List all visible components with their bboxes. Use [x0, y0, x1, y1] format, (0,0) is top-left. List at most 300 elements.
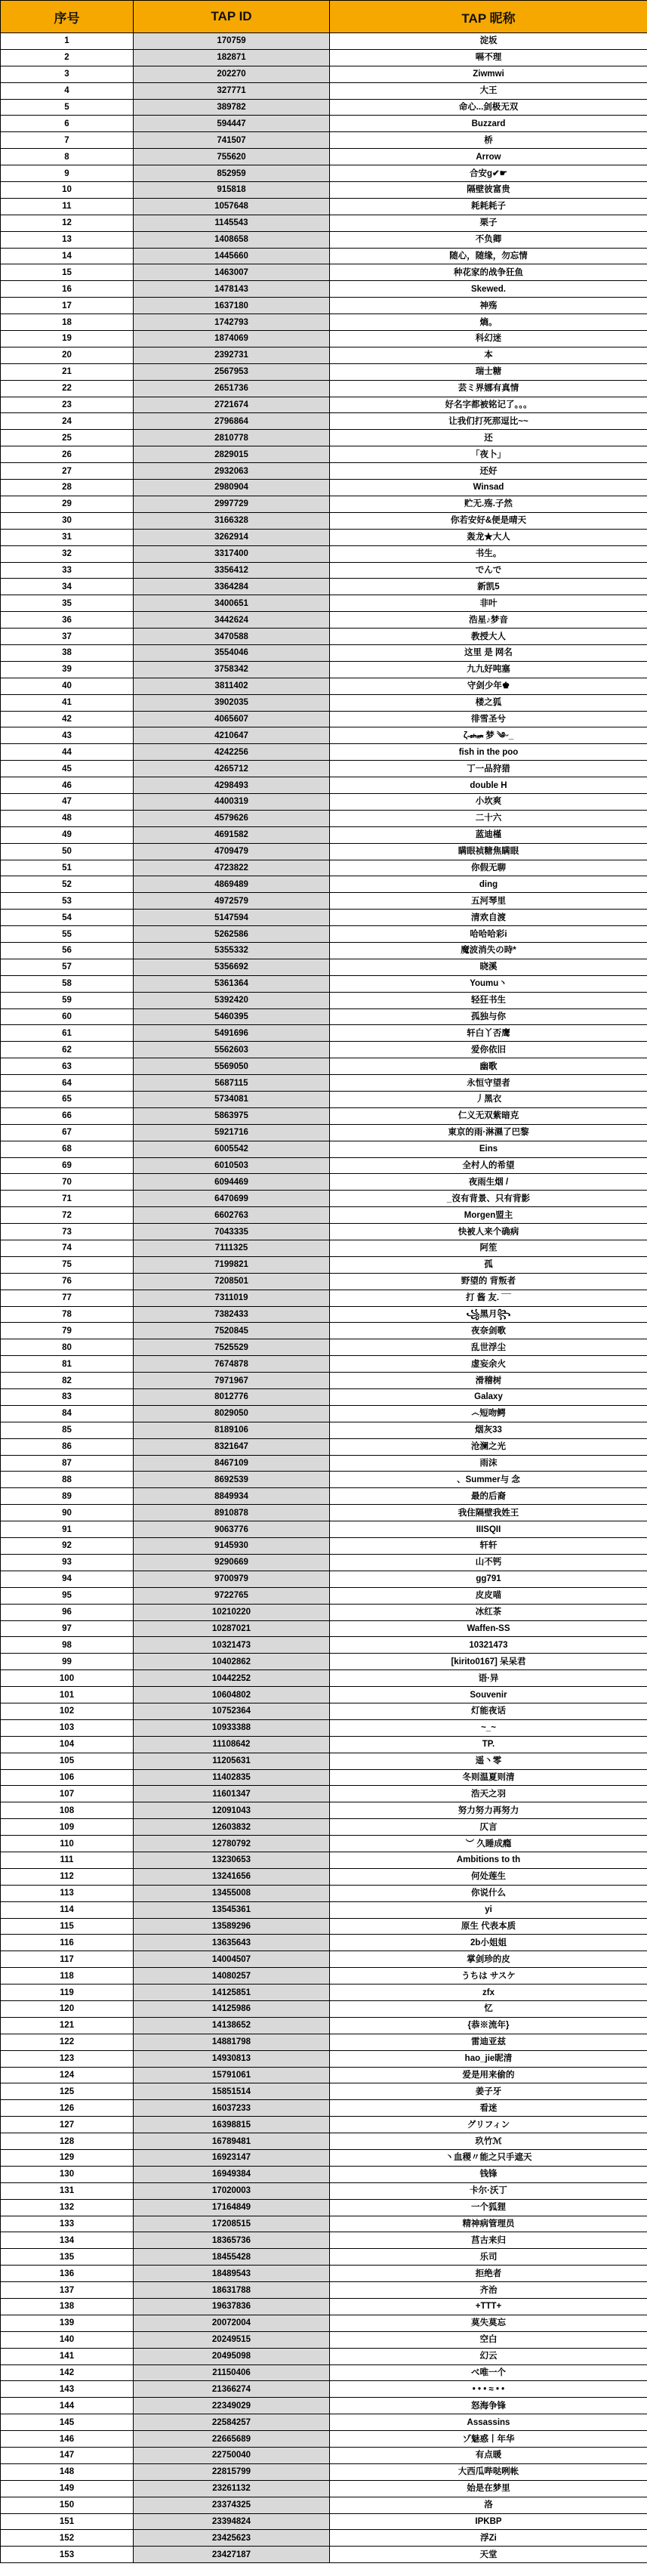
nickname-cell: 烟灰33: [330, 1422, 647, 1438]
table-row: [1, 1157, 647, 1174]
seq-cell: 131: [1, 2182, 134, 2199]
tap-id-cell: 5863975: [134, 1107, 330, 1124]
seq-cell: 37: [1, 629, 134, 645]
table-row: [1, 1901, 647, 1918]
seq-cell: 30: [1, 512, 134, 529]
tap-id-cell: 9722765: [134, 1587, 330, 1604]
tap-id-cell: 182871: [134, 49, 330, 66]
table-row: [1, 2448, 647, 2464]
tap-id-cell: 9145930: [134, 1538, 330, 1555]
nickname-cell: 仄言: [330, 1819, 647, 1836]
seq-cell: 52: [1, 876, 134, 893]
tap-id-cell: 327771: [134, 82, 330, 99]
seq-cell: 85: [1, 1422, 134, 1438]
tap-id-cell: 3554046: [134, 644, 330, 661]
seq-cell: 146: [1, 2431, 134, 2448]
tap-id-cell: 23425623: [134, 2530, 330, 2547]
nickname-cell: fish in the poo: [330, 744, 647, 761]
table-row: [1, 2463, 647, 2480]
seq-cell: 122: [1, 2034, 134, 2050]
tap-id-cell: 16037233: [134, 2100, 330, 2117]
nickname-cell: 幽歌: [330, 1058, 647, 1075]
tap-id-cell: 8189106: [134, 1422, 330, 1438]
nickname-cell: 卡尔·沃丁: [330, 2182, 647, 2199]
table-row: [1, 2034, 647, 2050]
seq-cell: 149: [1, 2480, 134, 2497]
table-row: [1, 1620, 647, 1637]
tap-id-cell: 17020003: [134, 2182, 330, 2199]
tap-id-cell: 5147594: [134, 910, 330, 926]
table-row: [1, 1521, 647, 1538]
table-row: [1, 744, 647, 761]
seq-cell: 25: [1, 430, 134, 446]
nickname-cell: 皮皮喵: [330, 1587, 647, 1604]
tap-id-cell: 5491696: [134, 1025, 330, 1042]
table-row: [1, 2398, 647, 2414]
nickname-cell: 贮无.殇.子然: [330, 496, 647, 512]
table-row: [1, 1753, 647, 1769]
seq-cell: 126: [1, 2100, 134, 2117]
seq-cell: 119: [1, 1985, 134, 2001]
seq-cell: 44: [1, 744, 134, 761]
tap-id-cell: 22665689: [134, 2431, 330, 2448]
seq-cell: 5: [1, 99, 134, 116]
seq-cell: 145: [1, 2414, 134, 2431]
nickname-cell: _沒有背景、只有背影: [330, 1191, 647, 1207]
seq-cell: 108: [1, 1802, 134, 1819]
seq-cell: 132: [1, 2199, 134, 2216]
nickname-cell: 丶血稷〃能之只手遮天: [330, 2150, 647, 2167]
nickname-cell: 乱世浮尘: [330, 1339, 647, 1356]
nickname-cell: 耗耗耗子: [330, 198, 647, 215]
table-row: [1, 1703, 647, 1719]
table-row: [1, 1554, 647, 1571]
tap-id-cell: 3317400: [134, 545, 330, 562]
tap-id-cell: 2980904: [134, 480, 330, 496]
tap-id-cell: 22815799: [134, 2463, 330, 2480]
table-row: [1, 1505, 647, 1521]
nickname-cell: 雨沫: [330, 1455, 647, 1472]
tap-id-cell: 23374325: [134, 2497, 330, 2513]
nickname-cell: 新凯5: [330, 579, 647, 595]
seq-cell: 20: [1, 347, 134, 363]
seq-cell: 45: [1, 761, 134, 777]
seq-cell: 153: [1, 2547, 134, 2563]
table-row: [1, 1587, 647, 1604]
seq-cell: 109: [1, 1819, 134, 1836]
nickname-cell: 始是在梦里: [330, 2480, 647, 2497]
nickname-cell: 淀坂: [330, 33, 647, 50]
tap-id-cell: 21150406: [134, 2364, 330, 2381]
nickname-cell: Buzzard: [330, 116, 647, 132]
seq-cell: 74: [1, 1240, 134, 1257]
tap-id-cell: 18631788: [134, 2282, 330, 2299]
tap-id-cell: 11205631: [134, 1753, 330, 1769]
table-row: [1, 959, 647, 975]
table-row: [1, 1008, 647, 1025]
table-row: [1, 629, 647, 645]
seq-cell: 50: [1, 843, 134, 860]
nickname-cell: べ唯一个: [330, 2364, 647, 2381]
nickname-cell: 、Summer与 念: [330, 1472, 647, 1488]
seq-cell: 63: [1, 1058, 134, 1075]
nickname-cell: 我住隔壁我姓王: [330, 1505, 647, 1521]
nickname-cell: 仁义无双紫暗克: [330, 1107, 647, 1124]
seq-cell: 62: [1, 1042, 134, 1058]
table-row: [1, 843, 647, 860]
table-row: [1, 116, 647, 132]
tap-id-cell: 5687115: [134, 1075, 330, 1092]
table-row: [1, 975, 647, 992]
tap-id-cell: 2392731: [134, 347, 330, 363]
table-row: [1, 826, 647, 843]
seq-cell: 31: [1, 529, 134, 545]
seq-cell: 104: [1, 1736, 134, 1753]
nickname-cell: 这里 是 网名: [330, 644, 647, 661]
seq-cell: 86: [1, 1438, 134, 1455]
table-row: [1, 1455, 647, 1472]
nickname-cell: 冬则温夏则清: [330, 1769, 647, 1786]
tap-id-cell: 1742793: [134, 314, 330, 331]
seq-cell: 4: [1, 82, 134, 99]
nickname-cell: 合安g✔☛: [330, 165, 647, 182]
table-row: [1, 1323, 647, 1339]
table-row: [1, 1256, 647, 1273]
seq-cell: 111: [1, 1852, 134, 1868]
seq-cell: 128: [1, 2133, 134, 2150]
nickname-cell: 精神病管理员: [330, 2216, 647, 2232]
nickname-cell: 蓝迪槿: [330, 826, 647, 843]
table-row: [1, 678, 647, 694]
seq-cell: 97: [1, 1620, 134, 1637]
tap-id-cell: 10752364: [134, 1703, 330, 1719]
tap-id-cell: 3758342: [134, 661, 330, 678]
tap-id-cell: 12780792: [134, 1836, 330, 1852]
nickname-cell: 一个狐狸: [330, 2199, 647, 2216]
tap-id-cell: 1874069: [134, 331, 330, 347]
seq-cell: 118: [1, 1968, 134, 1985]
tap-id-cell: 20072004: [134, 2315, 330, 2331]
tap-id-cell: 9700979: [134, 1571, 330, 1587]
tap-id-cell: 915818: [134, 182, 330, 199]
table-row: [1, 1670, 647, 1687]
nickname-cell: 嗝不理: [330, 49, 647, 66]
table-row: [1, 2083, 647, 2100]
nickname-cell: 莒古来归: [330, 2232, 647, 2249]
seq-cell: 29: [1, 496, 134, 512]
table-row: [1, 1819, 647, 1836]
tap-id-cell: 755620: [134, 149, 330, 165]
seq-cell: 2: [1, 49, 134, 66]
table-row: [1, 49, 647, 66]
nickname-cell: IIISQII: [330, 1521, 647, 1538]
seq-cell: 94: [1, 1571, 134, 1587]
tap-id-cell: 4298493: [134, 777, 330, 794]
table-row: [1, 1075, 647, 1092]
seq-cell: 76: [1, 1273, 134, 1290]
seq-cell: 137: [1, 2282, 134, 2299]
nickname-cell: ζ ̶ₛₕ̶ₐ̶ₙ̶ 梦 ༄ᵕ_: [330, 727, 647, 744]
nickname-cell: 大王: [330, 82, 647, 99]
table-row: [1, 215, 647, 231]
table-row: [1, 1174, 647, 1191]
seq-cell: 77: [1, 1290, 134, 1306]
tap-id-cell: 13589296: [134, 1918, 330, 1935]
nickname-cell: Galaxy: [330, 1389, 647, 1406]
table-row: [1, 2414, 647, 2431]
table-row: [1, 942, 647, 959]
seq-cell: 40: [1, 678, 134, 694]
nickname-cell: 随心，随缘，勿忘情: [330, 248, 647, 264]
seq-cell: 3: [1, 66, 134, 82]
seq-cell: 80: [1, 1339, 134, 1356]
table-row: [1, 1207, 647, 1224]
tap-id-cell: 17164849: [134, 2199, 330, 2216]
table-row: [1, 2364, 647, 2381]
seq-cell: 17: [1, 298, 134, 314]
tap-id-cell: 7382433: [134, 1306, 330, 1323]
seq-cell: 138: [1, 2299, 134, 2315]
table-row: [1, 1438, 647, 1455]
table-row: [1, 2497, 647, 2513]
tap-id-cell: 4210647: [134, 727, 330, 744]
seq-cell: 117: [1, 1951, 134, 1968]
tap-id-cell: 22584257: [134, 2414, 330, 2431]
seq-cell: 59: [1, 992, 134, 1008]
seq-cell: 72: [1, 1207, 134, 1224]
seq-cell: 71: [1, 1191, 134, 1207]
tap-id-cell: 5562603: [134, 1042, 330, 1058]
nickname-cell: 永恒守望者: [330, 1075, 647, 1092]
nickname-cell: 轻狂书生: [330, 992, 647, 1008]
seq-cell: 91: [1, 1521, 134, 1538]
nickname-cell: ︶ 久睡成瘾: [330, 1836, 647, 1852]
tap-id-cell: 8910878: [134, 1505, 330, 1521]
seq-cell: 11: [1, 198, 134, 215]
tap-id-cell: 14125986: [134, 2000, 330, 2017]
nickname-cell: 大西瓜哔哒咧帐: [330, 2463, 647, 2480]
seq-cell: 140: [1, 2331, 134, 2348]
tap-id-cell: 11601347: [134, 1786, 330, 1802]
seq-cell: 55: [1, 926, 134, 943]
tap-id-cell: 22750040: [134, 2448, 330, 2464]
seq-cell: 33: [1, 562, 134, 579]
table-row: [1, 893, 647, 910]
nickname-cell: 打 酱 友. ¯¯: [330, 1290, 647, 1306]
table-row: [1, 2249, 647, 2266]
nickname-cell: 还: [330, 430, 647, 446]
table-row: [1, 1868, 647, 1885]
table-row: [1, 2017, 647, 2034]
table-row: [1, 33, 647, 50]
table-row: [1, 1571, 647, 1587]
table-row: [1, 1918, 647, 1935]
tap-id-cell: 19637836: [134, 2299, 330, 2315]
tap-id-cell: 7043335: [134, 1224, 330, 1240]
tap-id-cell: 10210220: [134, 1604, 330, 1620]
tap-id-cell: 13241656: [134, 1868, 330, 1885]
seq-cell: 114: [1, 1901, 134, 1918]
table-row: [1, 1538, 647, 1555]
nickname-cell: 小坎爽: [330, 793, 647, 810]
seq-cell: 23: [1, 397, 134, 413]
tap-id-cell: 21366274: [134, 2381, 330, 2398]
tap-id-cell: 2796864: [134, 413, 330, 430]
tap-id-cell: 2651736: [134, 380, 330, 397]
tap-id-cell: 10933388: [134, 1719, 330, 1736]
nickname-cell: Skewed.: [330, 281, 647, 298]
seq-cell: 148: [1, 2463, 134, 2480]
tap-id-cell: 17208515: [134, 2216, 330, 2232]
table-row: [1, 1092, 647, 1108]
nickname-cell: TP.: [330, 1736, 647, 1753]
table-row: [1, 1058, 647, 1075]
header-tap-id: TAP ID: [134, 1, 330, 33]
nickname-cell: 浩天之羽: [330, 1786, 647, 1802]
tap-id-cell: 5262586: [134, 926, 330, 943]
table-row: [1, 1224, 647, 1240]
nickname-cell: ding: [330, 876, 647, 893]
nickname-cell: 还好: [330, 463, 647, 480]
table-row: [1, 66, 647, 82]
seq-cell: 78: [1, 1306, 134, 1323]
seq-cell: 116: [1, 1935, 134, 1951]
seq-cell: 103: [1, 1719, 134, 1736]
nickname-cell: 夜奈剑歌: [330, 1323, 647, 1339]
table-row: [1, 579, 647, 595]
seq-cell: 12: [1, 215, 134, 231]
nickname-cell: ゾ魅惑丨年华: [330, 2431, 647, 2448]
seq-cell: 61: [1, 1025, 134, 1042]
tap-id-cell: 14004507: [134, 1951, 330, 1968]
seq-cell: 139: [1, 2315, 134, 2331]
tap-id-cell: 8029050: [134, 1405, 330, 1422]
tap-id-cell: 1057648: [134, 198, 330, 215]
table-row: [1, 1422, 647, 1438]
seq-cell: 58: [1, 975, 134, 992]
nickname-cell: 浮Zi: [330, 2530, 647, 2547]
nickname-cell: +TTT+: [330, 2299, 647, 2315]
tap-id-cell: 3364284: [134, 579, 330, 595]
tap-id-cell: 4691582: [134, 826, 330, 843]
seq-cell: 28: [1, 480, 134, 496]
nickname-cell: 怒海争锋: [330, 2398, 647, 2414]
nickname-cell: 轩轩: [330, 1538, 647, 1555]
table-row: [1, 1802, 647, 1819]
nickname-cell: 语·异: [330, 1670, 647, 1687]
tap-id-cell: 4972579: [134, 893, 330, 910]
nickname-cell: 瑞士糖: [330, 363, 647, 380]
tap-id-cell: 5921716: [134, 1124, 330, 1141]
nickname-cell: 你若安好&便是晴天: [330, 512, 647, 529]
table-row: [1, 1935, 647, 1951]
nickname-cell: [kirito0167] 呆呆君: [330, 1654, 647, 1670]
nickname-cell: 九九好吨塞: [330, 661, 647, 678]
table-row: [1, 1852, 647, 1868]
tap-id-cell: 4265712: [134, 761, 330, 777]
table-row: [1, 2133, 647, 2150]
table-row: [1, 1654, 647, 1670]
tap-id-cell: 2721674: [134, 397, 330, 413]
nickname-cell: 努力努力再努力: [330, 1802, 647, 1819]
seq-cell: 107: [1, 1786, 134, 1802]
table-row: [1, 99, 647, 116]
seq-cell: 56: [1, 942, 134, 959]
table-row: [1, 2266, 647, 2282]
seq-cell: 79: [1, 1323, 134, 1339]
table-row: [1, 1273, 647, 1290]
table-row: [1, 446, 647, 463]
nickname-cell: でんで: [330, 562, 647, 579]
table-row: [1, 926, 647, 943]
nickname-cell: 徘雪圣兮: [330, 711, 647, 727]
table-row: [1, 496, 647, 512]
tap-id-cell: 202270: [134, 66, 330, 82]
table-row: [1, 1141, 647, 1157]
nickname-cell: 爱是用来偷的: [330, 2067, 647, 2083]
tap-id-cell: 16398815: [134, 2117, 330, 2133]
tap-id-cell: 14930813: [134, 2050, 330, 2067]
table-header: [1, 1, 647, 33]
nickname-cell: 灯能夜话: [330, 1703, 647, 1719]
table-row: [1, 1951, 647, 1968]
table-row: [1, 2117, 647, 2133]
nickname-cell: Ziwmwi: [330, 66, 647, 82]
table-row: [1, 860, 647, 876]
nickname-cell: 让我们打死那逗比~~: [330, 413, 647, 430]
nickname-cell: gg791: [330, 1571, 647, 1587]
tap-id-cell: 5361364: [134, 975, 330, 992]
tap-id-cell: 13230653: [134, 1852, 330, 1868]
seq-cell: 96: [1, 1604, 134, 1620]
nickname-cell: yi: [330, 1901, 647, 1918]
tap-id-cell: 3902035: [134, 694, 330, 711]
seq-cell: 1: [1, 33, 134, 50]
tap-id-cell: 11108642: [134, 1736, 330, 1753]
seq-cell: 152: [1, 2530, 134, 2547]
seq-cell: 82: [1, 1373, 134, 1389]
nickname-cell: 丁一品狩猎: [330, 761, 647, 777]
nickname-cell: 山不钙: [330, 1554, 647, 1571]
seq-cell: 81: [1, 1356, 134, 1373]
nickname-cell: 隔壁彼富贵: [330, 182, 647, 199]
nickname-cell: ꧁黑月꧂: [330, 1306, 647, 1323]
table-row: [1, 777, 647, 794]
table-row: [1, 2513, 647, 2530]
table-row: [1, 1025, 647, 1042]
table-row: [1, 1604, 647, 1620]
nickname-cell: 莫失莫忘: [330, 2315, 647, 2331]
tap-id-cell: 12091043: [134, 1802, 330, 1819]
tap-id-cell: 8467109: [134, 1455, 330, 1472]
seq-cell: 100: [1, 1670, 134, 1687]
table-row: [1, 463, 647, 480]
table-row: [1, 149, 647, 165]
seq-cell: 101: [1, 1687, 134, 1703]
nickname-cell: 二十六: [330, 810, 647, 826]
seq-cell: 68: [1, 1141, 134, 1157]
seq-cell: 42: [1, 711, 134, 727]
nickname-cell: 栗子: [330, 215, 647, 231]
seq-cell: 41: [1, 694, 134, 711]
tap-id-cell: 7525529: [134, 1339, 330, 1356]
nickname-cell: Winsad: [330, 480, 647, 496]
nickname-cell: 熵。: [330, 314, 647, 331]
tap-id-cell: 18489543: [134, 2266, 330, 2282]
seq-cell: 21: [1, 363, 134, 380]
tap-id-cell: 13455008: [134, 1885, 330, 1901]
nickname-cell: 轰龙★大人: [330, 529, 647, 545]
